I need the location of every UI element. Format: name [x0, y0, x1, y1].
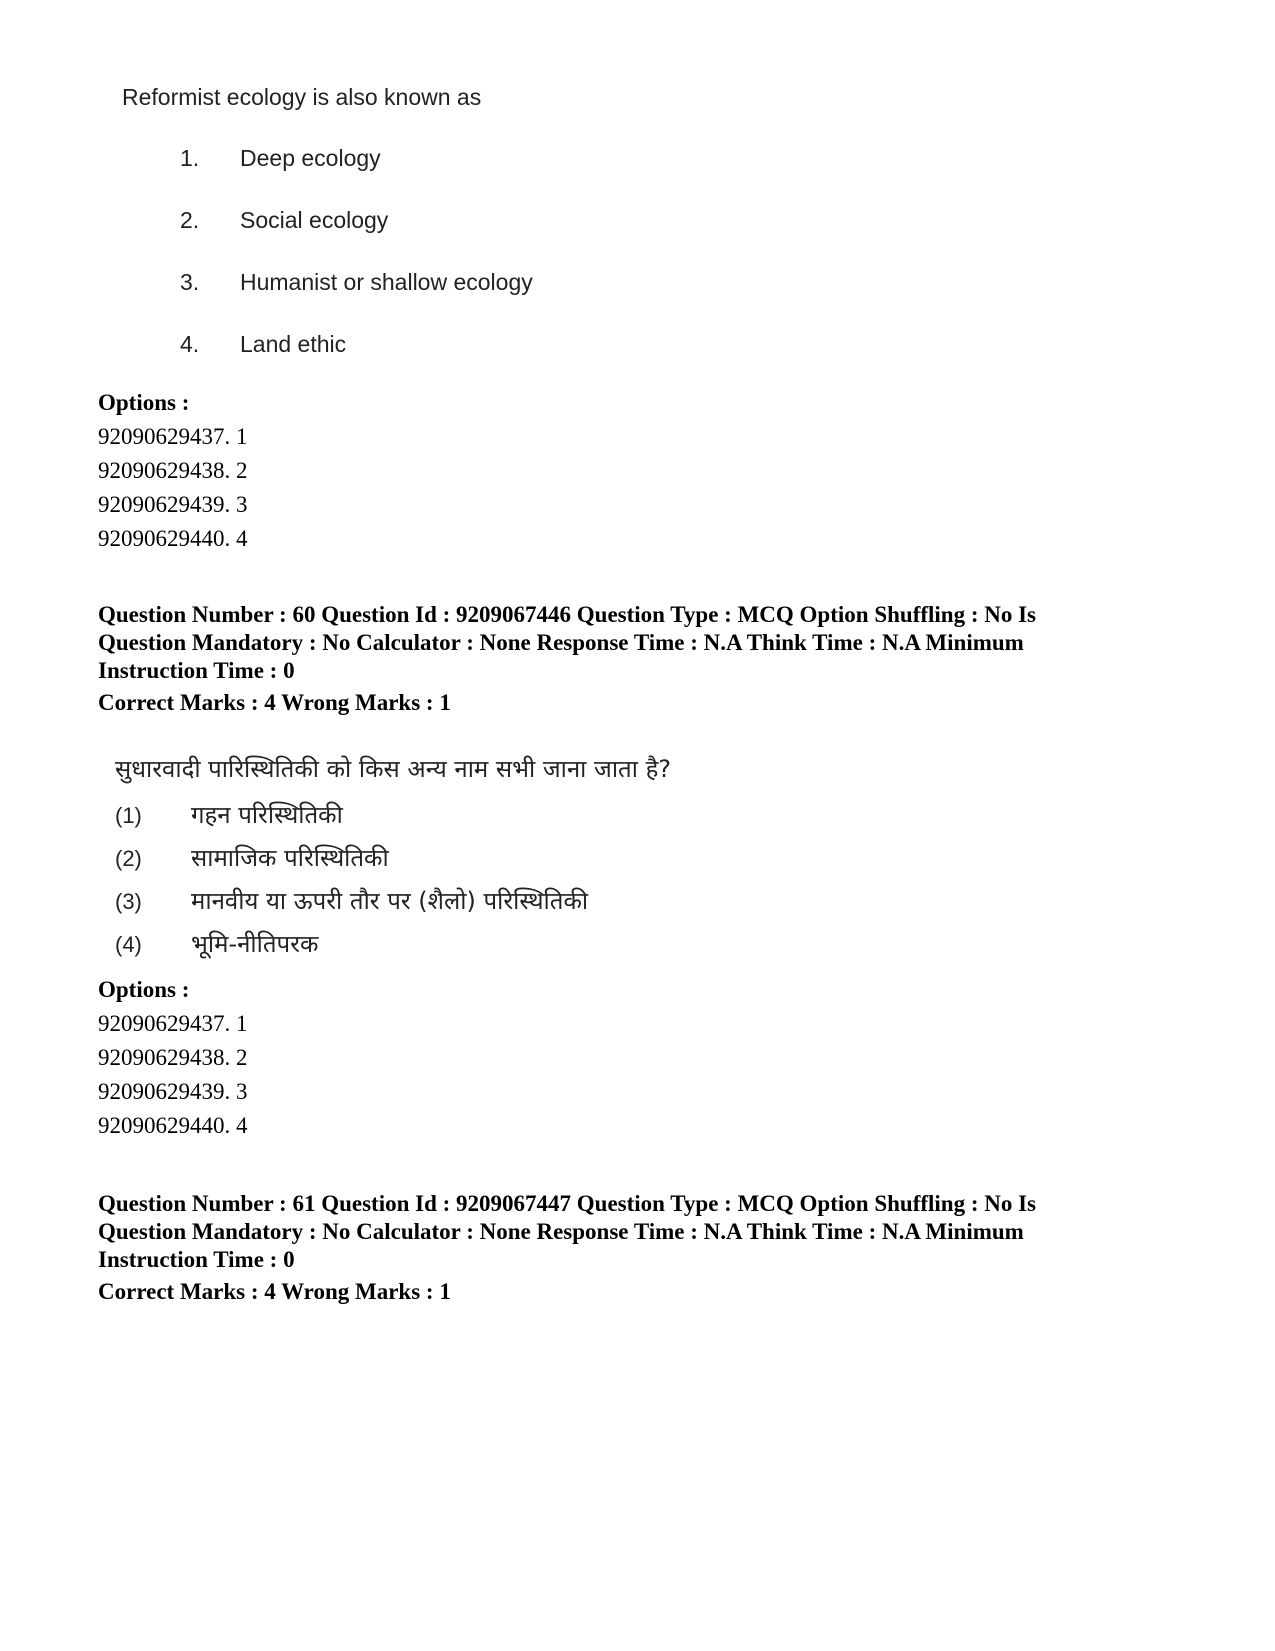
choice-number: (4): [115, 932, 142, 957]
question-meta-line: Instruction Time : 0: [98, 658, 295, 683]
options-list: [98, 386, 248, 556]
choice-text: सामाजिक परिस्थितिकी: [191, 844, 389, 872]
option-item: 92090629440. 4: [98, 1113, 248, 1138]
option-item: 92090629439. 3: [98, 492, 248, 517]
question-text-english: Reformist ecology is also known as: [122, 84, 482, 110]
options-label: Options :: [98, 390, 190, 415]
choice-text: भूमि-नीतिपरक: [191, 930, 319, 958]
question-meta: [98, 601, 1178, 685]
choice-text: Social ecology: [240, 207, 389, 233]
option-item: 92090629437. 1: [98, 1011, 248, 1036]
choice-text: गहन परिस्थितिकी: [191, 801, 343, 829]
choice-2-english: [180, 207, 388, 234]
question-meta-line: Instruction Time : 0: [98, 1247, 295, 1272]
option-item: 92090629440. 4: [98, 526, 248, 551]
option-item: 92090629438. 2: [98, 1045, 248, 1070]
question-text-hindi: सुधारवादी पारिस्थितिकी को किस अन्य नाम सभी जाना जाता है?: [115, 755, 672, 783]
options-label: Options :: [98, 977, 190, 1002]
marks-line: Correct Marks : 4 Wrong Marks : 1: [98, 1279, 451, 1304]
choice-4-hindi: [115, 927, 318, 960]
choice-3-english: [180, 269, 533, 296]
options-list: [98, 973, 248, 1143]
choice-text: Deep ecology: [240, 145, 381, 171]
question-meta-line: Question Mandatory : No Calculator : None Response Time : N.A Think Time : N.A Minimum: [98, 630, 1024, 655]
question-meta-line: Question Number : 60 Question Id : 9209067446 Question Type : MCQ Option Shuffling : No Is: [98, 602, 1037, 627]
question-meta: [98, 1190, 1178, 1274]
choice-number: 4.: [180, 331, 200, 357]
option-item: 92090629438. 2: [98, 458, 248, 483]
choice-number: 1.: [180, 145, 200, 171]
question-meta-line: Question Number : 61 Question Id : 9209067447 Question Type : MCQ Option Shuffling : No Is: [98, 1191, 1037, 1216]
choice-number: 2.: [180, 207, 200, 233]
choice-text: Land ethic: [240, 331, 347, 357]
question-meta-line: Question Mandatory : No Calculator : None Response Time : N.A Think Time : N.A Minimum: [98, 1219, 1024, 1244]
choice-2-hindi: [115, 841, 389, 874]
choice-number: (3): [115, 889, 142, 914]
choice-1-english: [180, 145, 381, 172]
choice-number: 3.: [180, 269, 200, 295]
option-item: 92090629437. 1: [98, 424, 248, 449]
choice-number: (2): [115, 846, 142, 871]
choice-1-hindi: [115, 798, 343, 831]
choice-number: (1): [115, 803, 142, 828]
choice-text: मानवीय या ऊपरी तौर पर (शैलो) परिस्थितिकी: [191, 887, 589, 915]
choice-3-hindi: [115, 884, 588, 917]
option-item: 92090629439. 3: [98, 1079, 248, 1104]
choice-4-english: [180, 331, 346, 358]
choice-text: Humanist or shallow ecology: [240, 269, 533, 295]
marks-line: Correct Marks : 4 Wrong Marks : 1: [98, 690, 451, 715]
